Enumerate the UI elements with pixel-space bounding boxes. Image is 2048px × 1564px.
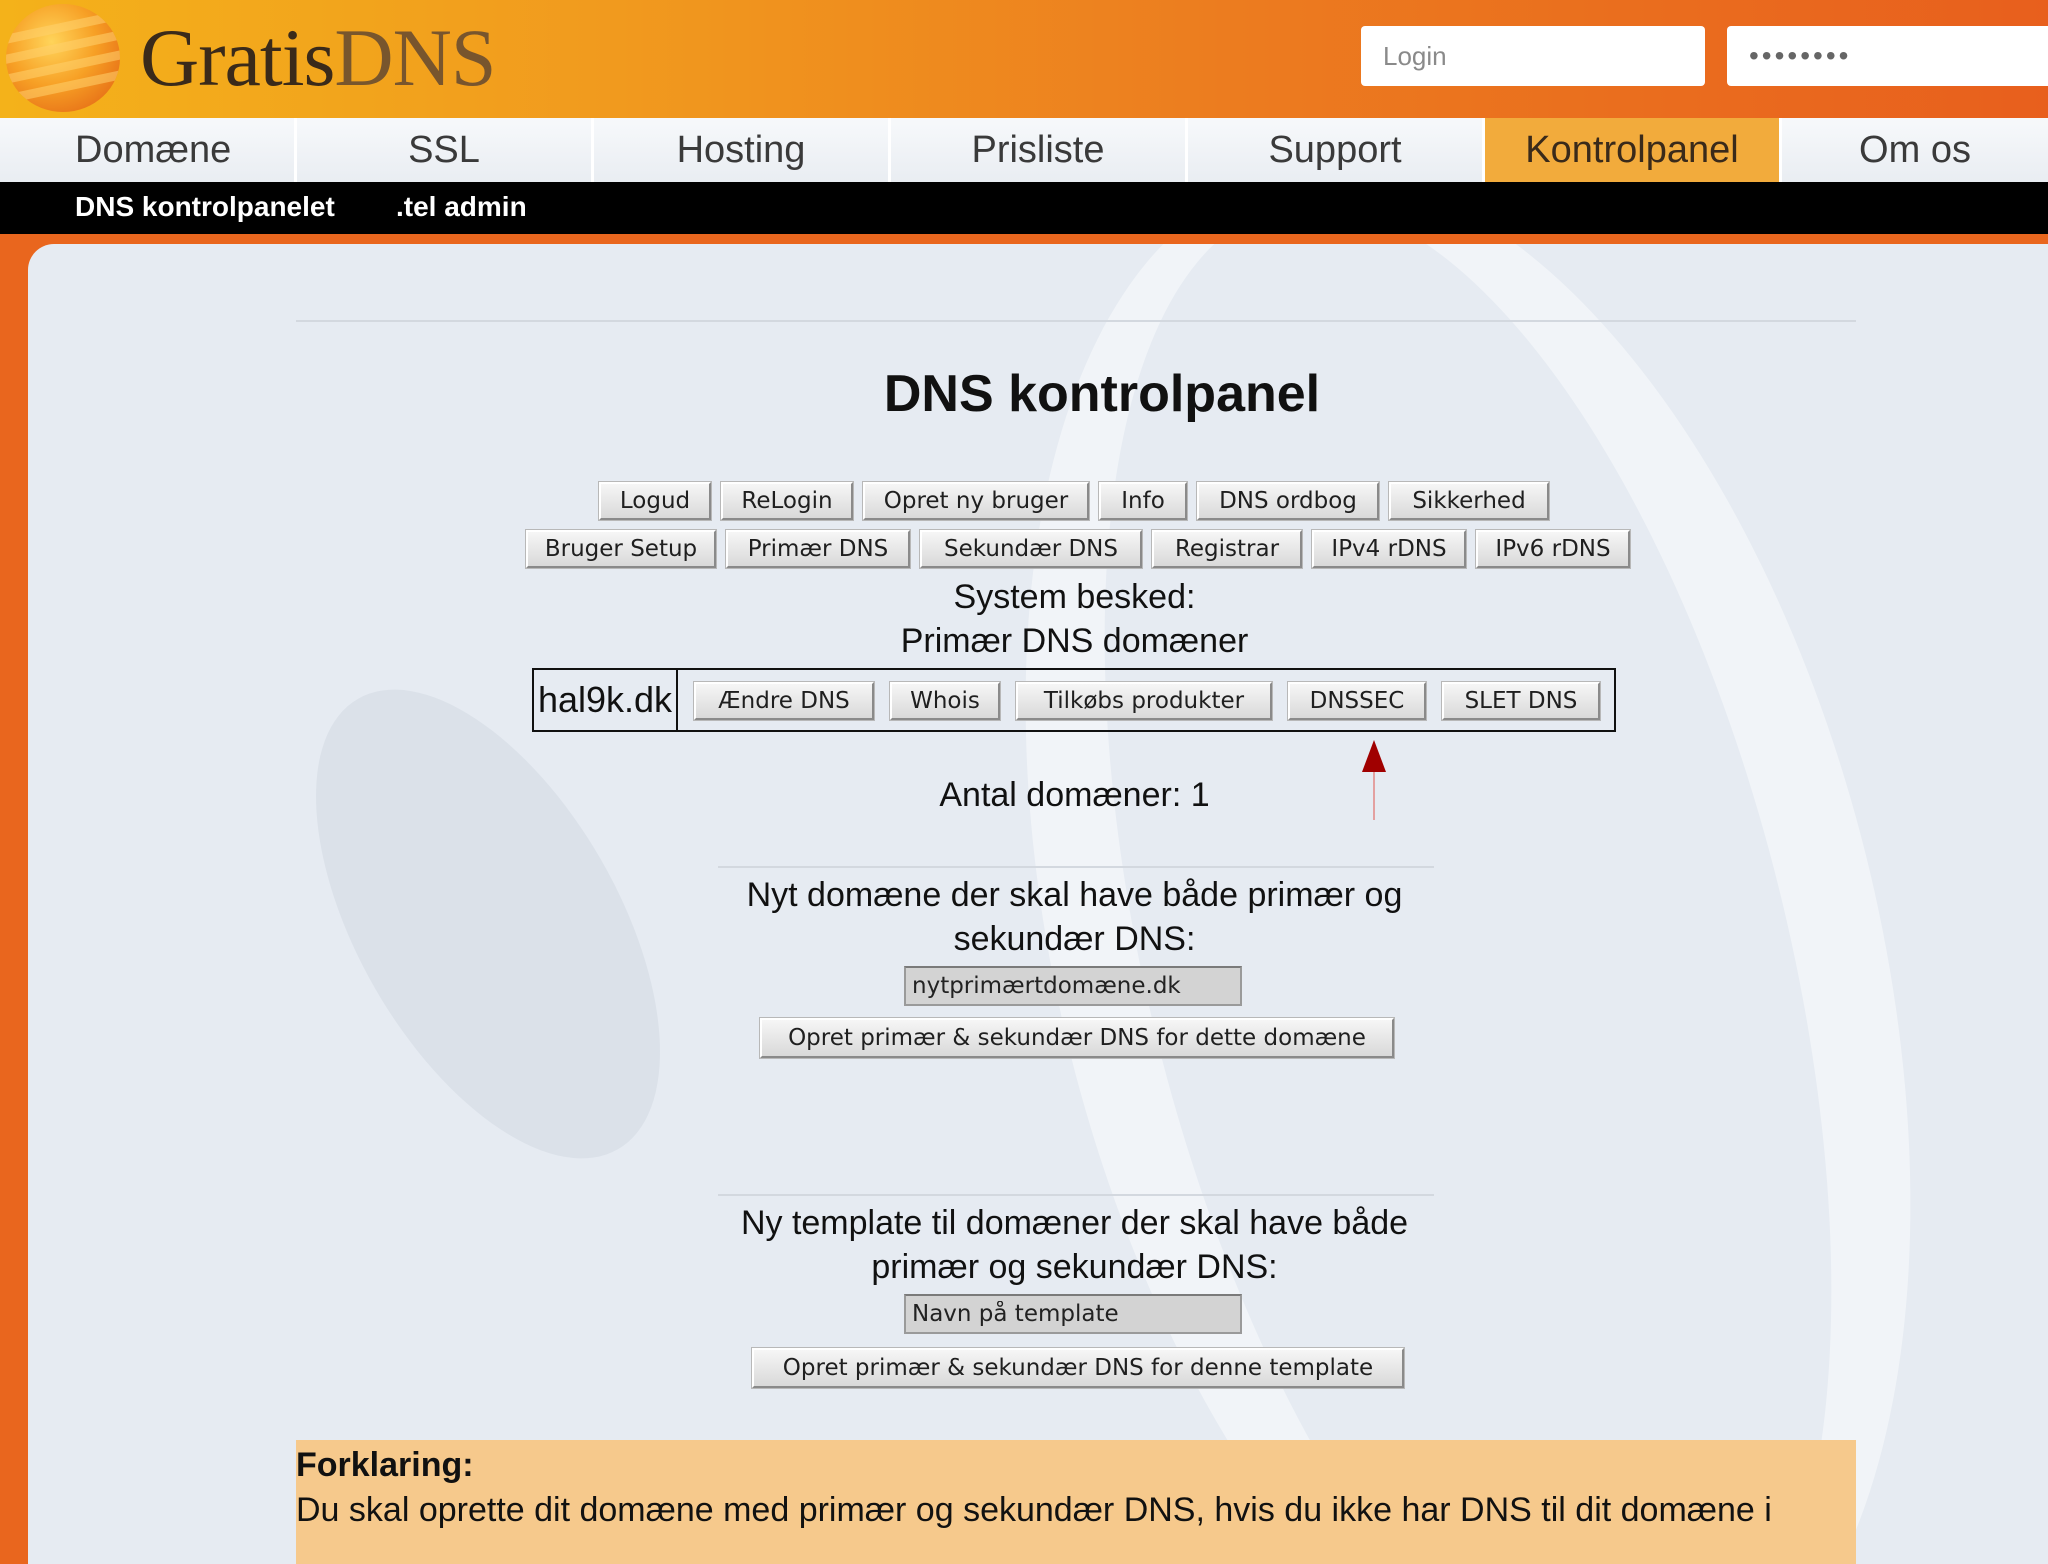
section-divider-2 <box>718 1194 1434 1196</box>
explanation-heading: Forklaring: <box>296 1446 474 1484</box>
sekundaer-dns-button[interactable]: Sekundær DNS <box>920 530 1142 568</box>
registrar-button[interactable]: Registrar <box>1152 530 1302 568</box>
logo-globe-icon[interactable] <box>6 4 120 112</box>
nav-om-os[interactable]: Om os <box>1782 118 2048 182</box>
template-name-input[interactable] <box>904 1294 1242 1334</box>
logud-button[interactable]: Logud <box>599 482 711 520</box>
create-domain-button[interactable]: Opret primær & sekundær DNS for dette domæne <box>760 1018 1394 1058</box>
tilkoebs-produkter-button[interactable]: Tilkøbs produkter <box>1016 682 1272 720</box>
ipv6-rdns-button[interactable]: IPv6 rDNS <box>1476 530 1630 568</box>
page-title: DNS kontrolpanel <box>883 365 1321 423</box>
slet-dns-button[interactable]: SLET DNS <box>1442 682 1600 720</box>
ipv4-rdns-button[interactable]: IPv4 rDNS <box>1312 530 1466 568</box>
subnav-dns-kontrolpanelet[interactable]: DNS kontrolpanelet <box>75 191 335 222</box>
nav-domaene[interactable]: Domæne <box>0 118 297 182</box>
logo-text-gratis: Gratis <box>140 12 335 103</box>
whois-button[interactable]: Whois <box>890 682 1000 720</box>
primary-domains-label: Primær DNS domæner <box>900 622 1249 660</box>
main-nav <box>0 118 2048 182</box>
nav-prisliste[interactable]: Prisliste <box>891 118 1188 182</box>
domain-count: Antal domæner: 1 <box>939 776 1210 814</box>
site-header <box>0 0 2048 118</box>
explanation-text: Du skal oprette dit domæne med primær og sekundær DNS, hvis du ikke har DNS til dit domæne i <box>296 1491 1772 1529</box>
domain-name: hal9k.dk <box>534 670 678 730</box>
dns-ordbog-button[interactable]: DNS ordbog <box>1197 482 1379 520</box>
login-input[interactable] <box>1361 26 1705 86</box>
new-domain-heading-line1: Nyt domæne der skal have både primær og <box>746 876 1403 914</box>
site-logo[interactable] <box>140 8 495 108</box>
explanation-box <box>296 1440 1856 1564</box>
new-domain-heading-line2: sekundær DNS: <box>953 920 1196 958</box>
content-panel <box>28 244 2048 1564</box>
logo-text-dns: DNS <box>334 12 496 103</box>
primaer-dns-button[interactable]: Primær DNS <box>726 530 910 568</box>
info-button[interactable]: Info <box>1099 482 1187 520</box>
system-message-label: System besked: <box>953 578 1196 616</box>
opret-ny-bruger-button[interactable]: Opret ny bruger <box>863 482 1089 520</box>
aendre-dns-button[interactable]: Ændre DNS <box>694 682 874 720</box>
dnssec-button[interactable]: DNSSEC <box>1288 682 1426 720</box>
create-template-button[interactable]: Opret primær & sekundær DNS for denne template <box>752 1348 1404 1388</box>
annotation-arrow-icon <box>1362 740 1386 772</box>
top-divider <box>296 320 1856 322</box>
new-domain-input[interactable] <box>904 966 1242 1006</box>
bruger-setup-button[interactable]: Bruger Setup <box>526 530 716 568</box>
nav-hosting[interactable]: Hosting <box>594 118 891 182</box>
nav-ssl[interactable]: SSL <box>297 118 594 182</box>
sub-nav <box>0 182 2048 234</box>
domain-row <box>532 668 1616 732</box>
new-template-heading-line2: primær og sekundær DNS: <box>871 1248 1278 1286</box>
nav-kontrolpanel[interactable]: Kontrolpanel <box>1485 118 1782 182</box>
sikkerhed-button[interactable]: Sikkerhed <box>1389 482 1549 520</box>
new-template-heading-line1: Ny template til domæner der skal have både <box>740 1204 1409 1242</box>
relogin-button[interactable]: ReLogin <box>721 482 853 520</box>
subnav-tel-admin[interactable]: .tel admin <box>396 191 527 222</box>
orange-divider <box>0 234 2048 244</box>
nav-support[interactable]: Support <box>1188 118 1485 182</box>
password-input[interactable] <box>1727 26 2048 86</box>
section-divider <box>718 866 1434 868</box>
